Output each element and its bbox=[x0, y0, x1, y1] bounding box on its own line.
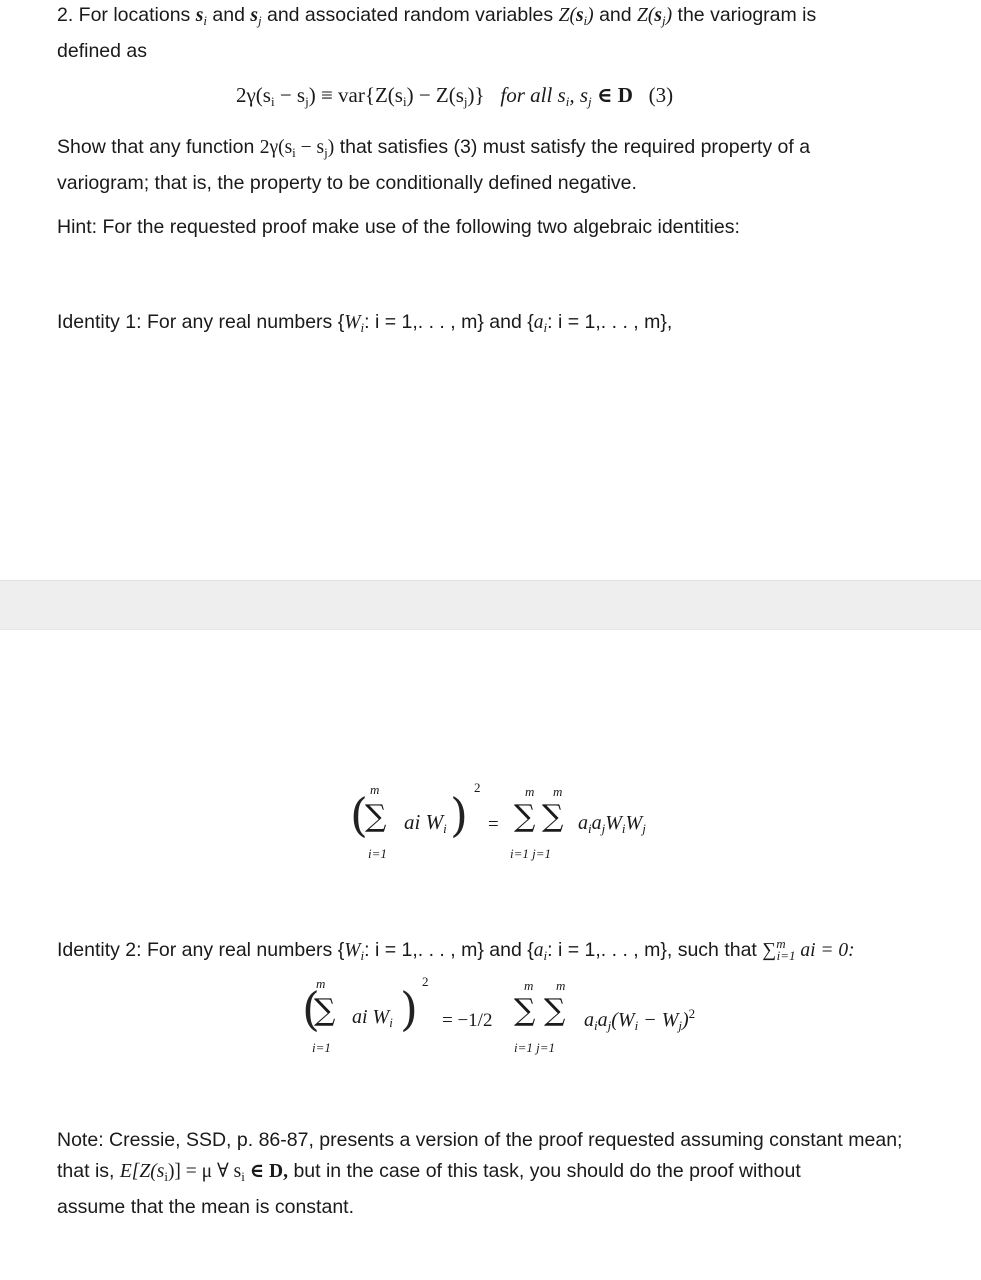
right-paren: ) bbox=[450, 788, 468, 842]
double-sum-sign-j: ∑ bbox=[544, 993, 566, 1028]
note-text: Note: Cressie, SSD, p. 86-87, presents a version of the proof requested assuming constant mean; that is, $E[Z(s_i)] = \mu$ ∀ $s_i$ ∈ D, but in the case of this task, you should do the proof without assume that the mean is constant. bbox=[57, 1129, 903, 1218]
z-si: $Z(s_i)$ bbox=[558, 5, 594, 28]
formula-2-rhs: $a_ia_j(W_i - W_j)^2$ bbox=[584, 1006, 696, 1033]
double-sum-sign-i: ∑ bbox=[514, 993, 536, 1028]
formula-1-rhs: $a_ia_jW_iW_j$ bbox=[578, 812, 646, 836]
function-2gamma: $2\gamma(s_i - s_j)$ bbox=[259, 137, 335, 160]
identity-2-label: Identity 2: For any real numbers {$W_i$: i = 1,. . . , m} and {$a_i$: i = 1,. . . , m}, such that ∑$^m_{i=1}$ ai = 0: bbox=[57, 936, 855, 963]
sum-sign: ∑ bbox=[365, 799, 387, 834]
hint-text: Hint: For the requested proof make use of the following two algebraic identities: bbox=[57, 216, 740, 238]
equation-number: (3) bbox=[648, 83, 674, 107]
z-sj: $Z(s_j)$ bbox=[637, 5, 673, 28]
double-sum-sign-i: ∑ bbox=[514, 799, 536, 834]
identity-2-formula: ( m ∑ i=1 ai $W_i$ ) 2 = −1/2 m m ∑ ∑ i=1 j=1 $a_ia_j(W_i - W_j)^2$ bbox=[302, 974, 696, 1055]
formula-1-term: ai $W_i$ bbox=[404, 810, 447, 836]
identity-1-label: Identity 1: For any real numbers {$W_i$: i = 1,. . . , m} and {$a_i$: i = 1,. . . , m}, bbox=[57, 311, 673, 335]
problem-statement: 2. For locations $s_i$ and $s_j$ and associated random variables $Z(s_i)$ and $Z(s_j)$ the variogram is defined as bbox=[57, 4, 817, 62]
expectation-expr: $E[Z(s_i)] = \mu$ ∀ $s_i$ ∈ D, bbox=[119, 1161, 289, 1184]
left-paren: ( bbox=[302, 982, 320, 1036]
definition-condition: for all $s_i$, $s_j$ ∈ D bbox=[500, 83, 633, 109]
identity-1-formula: ( m ∑ i=1 ai $W_i$ ) 2 = m m ∑ ∑ i=1 j=1 $a_ia_jW_iW_j$ bbox=[350, 780, 646, 861]
left-paren: ( bbox=[350, 788, 368, 842]
sum-sign: ∑ bbox=[314, 993, 336, 1028]
formula-2-term: ai $W_i$ bbox=[352, 1006, 393, 1030]
variogram-definition bbox=[236, 82, 673, 110]
double-sum-sign-j: ∑ bbox=[542, 799, 564, 834]
sum-condition: ∑$^m_{i=1}$ ai = 0: bbox=[762, 936, 855, 963]
definition-lhs: $2\gamma(s_i - s_j) \equiv var\{Z(s_i) - Z(s_j)\}$ bbox=[236, 83, 485, 109]
page-break-band bbox=[0, 580, 981, 630]
show-statement: Show that any function $2\gamma(s_i - s_j)$ that satisfies (3) must satisfy the required property of a variogram; that is, the property to be conditionally defined negative. bbox=[57, 136, 811, 194]
right-paren: ) bbox=[400, 982, 418, 1036]
